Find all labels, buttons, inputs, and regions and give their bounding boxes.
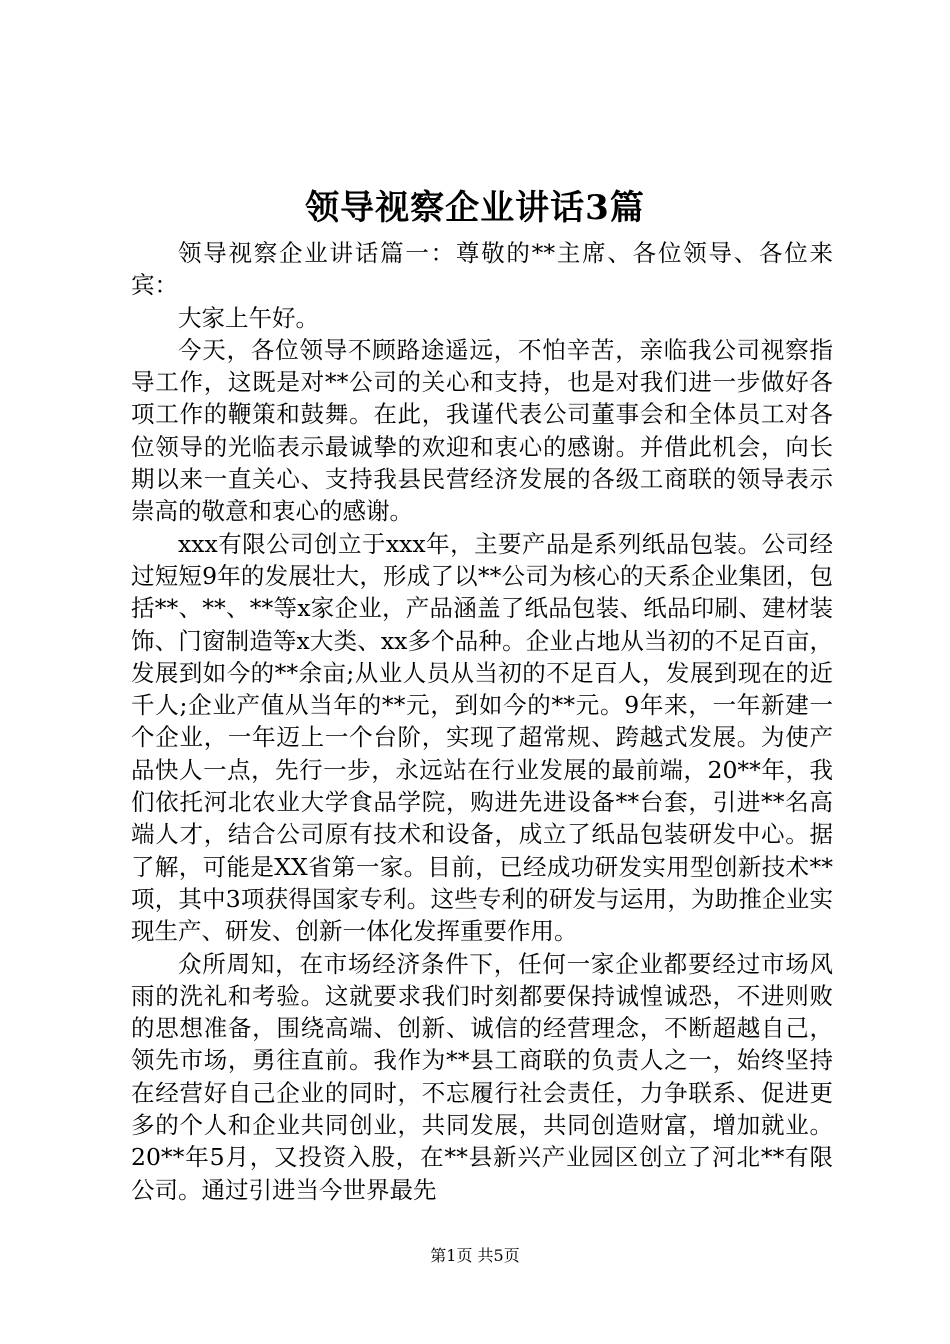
- document-body: [131, 237, 833, 1206]
- paragraph-greeting: 领导视察企业讲话篇一：尊敬的**主席、各位领导、各位来宾：: [131, 239, 833, 300]
- document-title: 领导视察企业讲话3篇: [305, 188, 645, 228]
- paragraph-welcome: 今天，各位领导不顾路途遥远，不怕辛苦，亲临我公司视察指导工作，这既是对**公司的关心和支持，也是对我们进一步做好各项工作的鞭策和鼓舞。在此，我谨代表公司董事会和全体员工对各位领导的光临表示最诚挚的欢迎和衷心的感谢。并借此机会，向长期以来一直关心、支持我县民营经济发展的各级工商联的领导表示崇高的敬意和衷心的感谢。: [131, 335, 833, 526]
- paragraph-salutation: 大家上午好。: [178, 303, 319, 332]
- paragraph-company-intro: xxx有限公司创立于xxx年，主要产品是系列纸品包装。公司经过短短9年的发展壮大，形成了以**公司为核心的天系企业集团，包括**、**、**等x家企业，产品涵盖了纸品包装、纸品印刷、建材装饰、门窗制造等x大类、xx多个品种。企业占地从当初的不足百亩，发展到如今的**余亩;从业人员从当初的不足百人，发展到现在的近千人;企业产值从当年的**元，到如今的**元。9年来，一年新建一个企业，一年迈上一个台阶，实现了超常规、跨越式发展。为使产品快人一点，先行一步，永远站在行业发展的最前端，20**年，我们依托河北农业大学食品学院，购进先进设备**台套，引进**名高端人才，结合公司原有技术和设备，成立了纸品包装研发中心。据了解，可能是XX省第一家。目前，已经成功研发实用型创新技术**项，其中3项获得国家专利。这些专利的研发与运用，为助推企业实现生产、研发、创新一体化发挥重要作用。: [131, 529, 833, 946]
- paragraph-market: 众所周知，在市场经济条件下，任何一家企业都要经过市场风雨的洗礼和考验。这就要求我们时刻都要保持诚惶诚恐，不进则败的思想准备，围绕高端、创新、诚信的经营理念，不断超越自己，领先市场，勇往直前。我作为**县工商联的负责人之一，始终坚持在经营好自己企业的同时，不忘履行社会责任，力争联系、促进更多的个人和企业共同创业，共同发展，共同创造财富，增加就业。20**年5月，又投资入股，在**县新兴产业园区创立了河北**有限公司。通过引进当今世界最先: [131, 949, 833, 1204]
- page-number-footer: 第1页 共5页: [430, 1246, 520, 1265]
